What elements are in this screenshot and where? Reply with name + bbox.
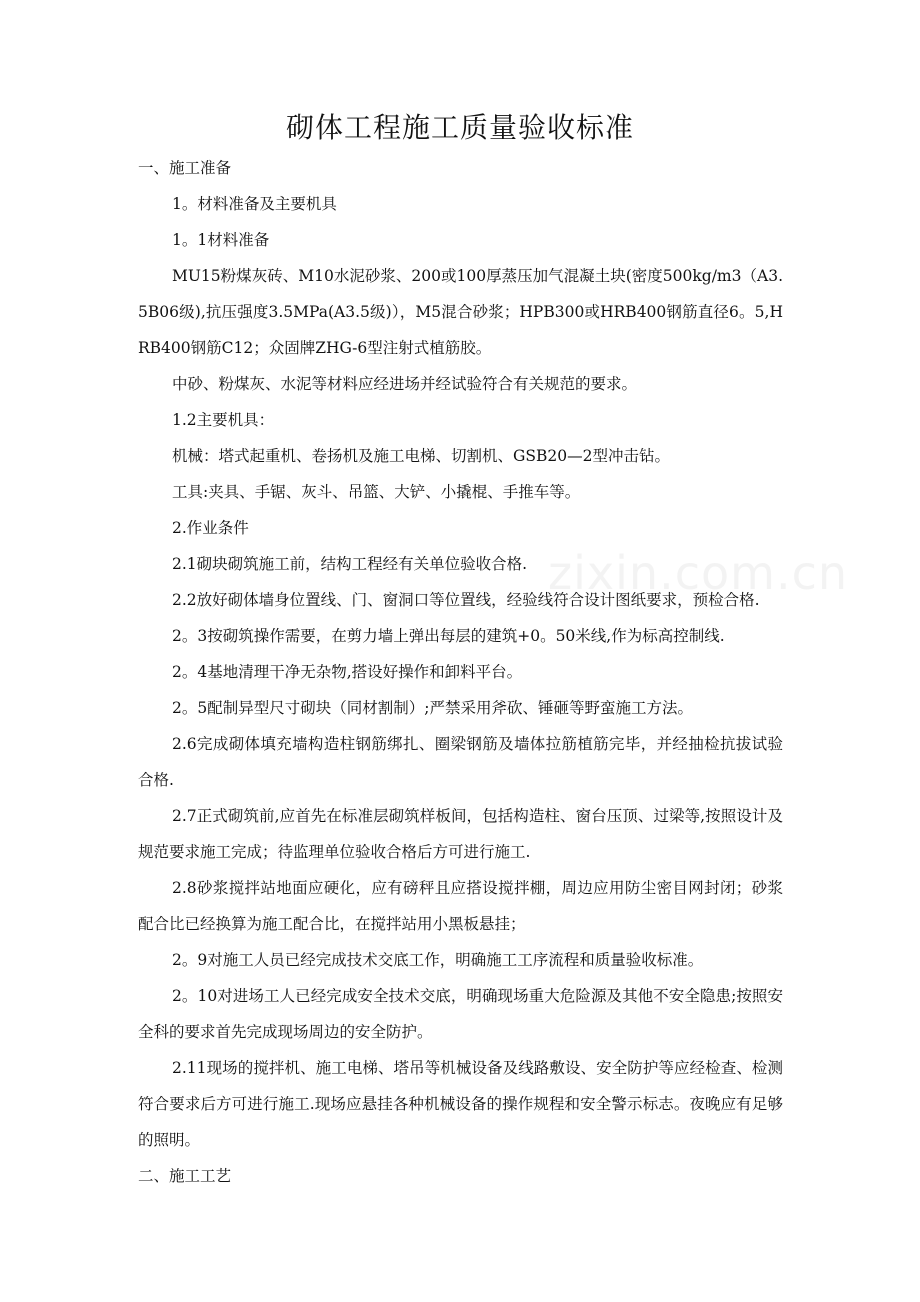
paragraph: 2。10对进场工人已经完成安全技术交底，明确现场重大危险源及其他不安全隐患;按照安全科的要求首先完成现场周边的安全防护。: [138, 987, 783, 1041]
paragraph: MU15粉煤灰砖、M10水泥砂浆、200或100厚蒸压加气混凝土块(密度500kg/m3（A3.5B06级),抗压强度3.5MPa(A3.5级)），M5混合砂浆；HPB300或HRB400钢筋直径6。5,HRB400钢筋C12；众固牌ZHG-6型注射式植筋胶。: [138, 267, 783, 357]
section-heading: 一、施工准备: [138, 159, 232, 177]
paragraph: 2。4基地清理干净无杂物,搭设好操作和卸料平台。: [172, 663, 523, 681]
paragraph: 2.2放好砌体墙身位置线、门、窗洞口等位置线，经验线符合设计图纸要求，预检合格.: [172, 591, 760, 609]
paragraph: 机械：塔式起重机、卷扬机及施工电梯、切割机、GSB20—2型冲击钻。: [172, 447, 670, 465]
section-heading: 二、施工工艺: [138, 1167, 232, 1185]
paragraph: 2.7正式砌筑前,应首先在标准层砌筑样板间，包括构造柱、窗台压顶、过梁等,按照设计及规范要求施工完成；待监理单位验收合格后方可进行施工.: [138, 807, 783, 861]
paragraph: 2.作业条件: [172, 519, 249, 537]
paragraph: 2。9对施工人员已经完成技术交底工作，明确施工工序流程和质量验收标准。: [172, 951, 704, 969]
paragraph: 1.2主要机具：: [172, 411, 275, 429]
watermark: zixin.com.cn: [548, 546, 849, 600]
paragraph: 2.11现场的搅拌机、施工电梯、塔吊等机械设备及线路敷设、安全防护等应经检查、检测符合要求后方可进行施工.现场应悬挂各种机械设备的操作规程和安全警示标志。夜晚应有足够的照明。: [138, 1059, 783, 1149]
paragraph: 1。材料准备及主要机具: [172, 195, 337, 213]
document-body: [138, 150, 783, 1194]
paragraph: 2.6完成砌体填充墙构造柱钢筋绑扎、圈梁钢筋及墙体拉筋植筋完毕，并经抽检抗拔试验合格.: [138, 735, 783, 789]
paragraph: 1。1材料准备: [172, 231, 270, 249]
paragraph: 2.8砂浆搅拌站地面应硬化，应有磅秤且应搭设搅拌棚，周边应用防尘密目网封闭；砂浆配合比已经换算为施工配合比，在搅拌站用小黑板悬挂；: [138, 879, 783, 933]
document-title: 砌体工程施工质量验收标准: [285, 111, 634, 144]
paragraph: 中砂、粉煤灰、水泥等材料应经进场并经试验符合有关规范的要求。: [172, 375, 638, 393]
paragraph: 工具:夹具、手锯、灰斗、吊篮、大铲、小撬棍、手推车等。: [172, 483, 581, 501]
paragraph: 2。5配制异型尺寸砌块（同材割制）;严禁采用斧砍、锤砸等野蛮施工方法。: [172, 699, 693, 717]
paragraph: 2.1砌块砌筑施工前，结构工程经有关单位验收合格.: [172, 555, 528, 573]
paragraph: 2。3按砌筑操作需要，在剪力墙上弹出每层的建筑+0。50米线,作为标高控制线.: [172, 627, 725, 645]
